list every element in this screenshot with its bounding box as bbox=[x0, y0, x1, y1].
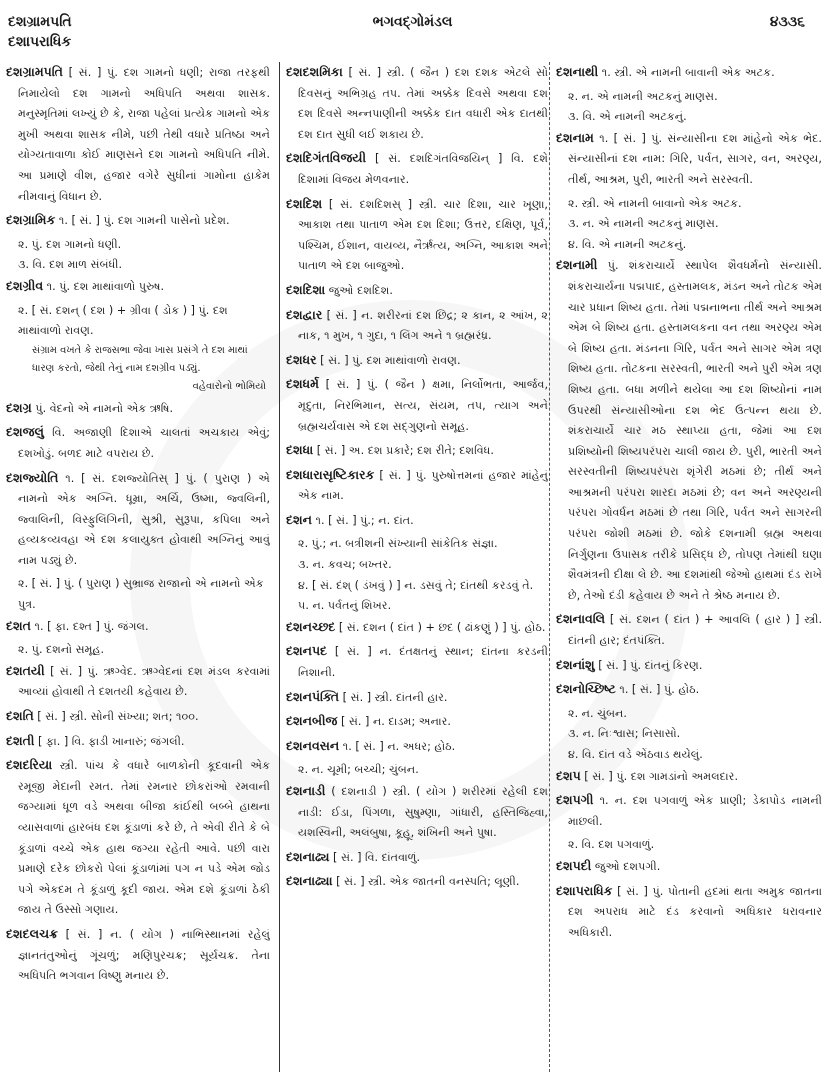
definition-text: ૧. [ ફા. દશ્ત ] પું. જંગલ. bbox=[30, 619, 149, 633]
note-source: વહેવારોનો ભોમિયો bbox=[192, 380, 266, 392]
running-title: ભગવદ્ગોમંડલ bbox=[372, 14, 453, 30]
sense-line: ૫. ન. પર્વતનું શિખર. bbox=[298, 599, 392, 613]
dictionary-entry bbox=[286, 350, 548, 372]
definition-text: [ સં. ] ન. શરીરનાં દશ છિદ્ર; ૨ કાન, ૨ આંખ, ૨ નાક, ૧ મુખ, ૧ ગુદા, ૧ લિંગ અને ૧ બ્રહ્મરંધ્ર. bbox=[298, 308, 548, 343]
dictionary-entry bbox=[6, 616, 270, 638]
headword: દશગ્ર bbox=[6, 399, 32, 415]
definition-text: ( દશનાડી ) સ્ત્રી. ( યોગ ) શરીરમાં રહેલી દશ નાડી: ઈડા, પિંગળા, સુષુમ્ણા, ગાંધારી, હસ્તિજિહ્વા, યશસ્વિની, અલંબુષા, કૂહૂ, શંખિની અને પુષા. bbox=[298, 785, 548, 840]
dictionary-entry bbox=[556, 609, 822, 651]
dictionary-entry bbox=[286, 440, 548, 462]
sense-line: ૪. [ સં. દંશ્ ( ડંખવું ) ] ન. ડસવું તે; દાંતથી કરડવું તે. bbox=[298, 578, 534, 592]
headword: દશગ્રામપતિ bbox=[6, 64, 63, 79]
headword: દશતિ bbox=[6, 708, 34, 724]
definition-text: [ સં. ] પું. પોતાની હદમાં થતા અમુક જાતના દશ અપરાધ માટે દંડ કરવાનો અધિકાર ધરાવનાર અધિકારી. bbox=[568, 884, 822, 939]
definition-text: [ સં. ] પું. ઋગ્વેદ. ઋગ્વેદનાં દશ મંડલ કરવામાં આવ્યાં હોવાથી તે દશતયી કહેવાય છે. bbox=[18, 664, 270, 699]
headword: દશધા bbox=[286, 442, 314, 458]
definition-text: [ સં. ] અ. દશ પ્રકારે; દશ રીતે; દશવિધ. bbox=[313, 444, 494, 458]
definition-text: ૧. [ સં. ] પું. દશ ગામની પાસેનો પ્રદેશ. bbox=[55, 214, 230, 228]
sense-line: ૩. ન. કવચ; બખ્તર. bbox=[298, 558, 392, 572]
headword: દશાપરાધિક bbox=[556, 882, 613, 898]
headword: દશજ્યોતિ bbox=[6, 469, 59, 485]
definition-text: [ સં. ] પું. દાંતનું કિરણ. bbox=[594, 658, 703, 672]
definition-text: જુઓ દશપગી. bbox=[591, 859, 661, 873]
sense-line: ૩. ન. નિઃશ્વાસ; નિસાસો. bbox=[568, 727, 681, 741]
dictionary-entry bbox=[6, 755, 270, 921]
headword: દશનામ bbox=[556, 129, 594, 145]
definition-text: પું. વેદનો એ નામનો એક ઋષિ. bbox=[31, 401, 174, 415]
headword: દશન bbox=[286, 511, 312, 527]
column-left bbox=[6, 62, 270, 1072]
dictionary-entry bbox=[286, 641, 548, 683]
definition-text: ૧. [ સં. દશજ્યોતિસ્ ] પું. ( પુરાણ ) એ નામનો એક અગ્નિ. ધૂમ્રા, અર્ચિ, ઉષ્મા, જ્વલિની, જ્વાલિની, વિસ્ફુલિંગિની, સુશ્રી, સુરૂપા, કપિલા અને હવ્યકવ્યવહા એ દશ કલાયુક્ત હોવાથી અગ્નિનું આવું નામ પડ્યું છે. bbox=[18, 471, 270, 567]
headword: દશગ્રીવ bbox=[6, 277, 44, 293]
definition-text: ૧. [ સં. ] પું. હોઠ. bbox=[615, 683, 700, 697]
dictionary-entry bbox=[556, 679, 822, 701]
headword: દશનબીજ bbox=[286, 713, 338, 729]
dictionary-entry bbox=[556, 766, 822, 788]
definition-text: [ સં. ] ન. ( યોગ ) નાભિસ્થાનમાં રહેલું જ્ઞાનતંતુઓનું ગૂંચળું; મણિપુરચક્ર; સૂર્યચક્ર. તેના અધિપતિ ભગવાન વિષ્ણુ મનાય છે. bbox=[18, 927, 270, 983]
dictionary-entry bbox=[286, 280, 548, 302]
definition-text: સ્ત્રી. પાંચ કે વધારે બાળકોની કૂદવાની એક રમૂજી મેદાની રમત. તેમાં રમનાર છોકરાંઓ રમવાની જગ્યામાં ધૂળ વડે અથવા બીજા કાંઈથી બબ્બે હાથના વ્યાસવાળાં હારબંધ દશ કૂંડાળાં કરે છે, તે એવી રીતે કે બે કૂંડાળાં વચ્ચે એક હાથ જગ્યા રહેતી આવે. પછી વારા પ્રમાણે દરેક છોકરો પેલાં કૂંડાળાંમાં પગ ન પડે એમ જોડ પગે એકદમ તે કૂંડાળું કૂદી જાય. એમ દશે કૂંડાળાં ઠેકી જાય તે ઉસ્સો ગણાય. bbox=[18, 759, 270, 917]
dictionary-entry bbox=[556, 128, 822, 191]
dictionary-entry bbox=[286, 510, 548, 532]
sense-line: ૩. વિ. એ નામની અટકનું. bbox=[568, 110, 687, 124]
headword: દશપગી bbox=[556, 792, 594, 808]
headword: દશનાથી bbox=[556, 64, 599, 79]
definition-text: [ સં. ] સ્ત્રી. દાંતની હાર. bbox=[339, 690, 448, 704]
headword: દશનાંશુ bbox=[556, 656, 595, 672]
headword: દશગ્રામિક bbox=[6, 212, 56, 228]
definition-text: ૧. ન. દશ પગવાળું એક પ્રાણી; ડેકાપોડ નામની માછલી. bbox=[568, 794, 822, 828]
headword: દશનપદ bbox=[286, 643, 328, 659]
headword: દશદિગંતવિજયી bbox=[286, 150, 367, 166]
definition-text: [ સં. ] પું. ( જૈન ) ક્ષમા, નિર્લોભતા, આર્જવ, મૃદુતા, નિરભિમાન, સત્ય, સંયમ, તપ, ત્યાગ અને બ્રહ્મચર્યવાસ એ દશ સદ્ગુણનો સમૂહ. bbox=[298, 378, 548, 433]
headword: દશતયી bbox=[6, 662, 45, 678]
dictionary-entry bbox=[286, 305, 548, 347]
definition-text: [ સં. ] વિ. દાંતવાળું. bbox=[329, 850, 421, 864]
definition-text: વિ. અજાણી દિશાએ ચાલતાં અચકાય એવું; દશખોડું. બળદ માટે વપરાય છે. bbox=[18, 426, 270, 460]
sense-line: ૨. પું. દશ ગામનો ધણી. bbox=[18, 237, 122, 251]
dictionary-entry bbox=[286, 617, 548, 639]
headword: દશદશમિકા bbox=[286, 64, 343, 79]
dictionary-entry bbox=[286, 194, 548, 277]
dictionary-entry bbox=[6, 422, 270, 464]
headword: દશનાવલિ bbox=[556, 611, 606, 627]
headword: દશતી bbox=[6, 732, 35, 748]
dictionary-entry bbox=[556, 856, 822, 878]
definition-text: [ સં. દશદિશસ્ ] સ્ત્રી. ચાર દિશા, ચાર ખૂણા, આકાશ તથા પાતાળ એમ દશ દિશા; ઉત્તર, દક્ષિણ, પૂર્વ, પશ્ચિમ, ઈશાન, વાયવ્ય, નૈર્ઋત્ય, અગ્નિ, આકાશ અને પાતાળ એ દશ બાજુઓ. bbox=[298, 197, 548, 273]
dictionary-entry bbox=[556, 881, 822, 944]
headword: દશત bbox=[6, 617, 31, 633]
definition-text: [ સં. ] પું. દશ માથાંવાળો રાવણ. bbox=[316, 353, 461, 367]
definition-text: ૧. પું. દશ માથાંવાળો પુરુષ. bbox=[43, 279, 165, 293]
sense-line: ૨. વિ. દશ પગવાળું. bbox=[568, 838, 655, 852]
headword: દશનાઢ્ય bbox=[286, 848, 330, 864]
headword: દશદિશ bbox=[286, 195, 323, 211]
headword: દશજલું bbox=[6, 424, 44, 440]
definition-text: [ ફા. ] વિ. ફાડી ખાનારું; જંગલી. bbox=[34, 734, 185, 748]
dictionary-entry bbox=[286, 687, 548, 709]
sense-line: ૨. પું. દશનો સમૂહ. bbox=[18, 643, 105, 657]
sense-line: ૪. વિ. દાંત વડે એંઠવાડ થયેલું. bbox=[568, 748, 703, 761]
headword: દશનામી bbox=[556, 257, 598, 273]
headword: દશનચ્છદ bbox=[286, 618, 336, 634]
dictionary-entry bbox=[6, 276, 270, 298]
headword: દશદલચક્ર bbox=[6, 925, 58, 941]
headword: દશનોચ્છિષ્ટ bbox=[556, 681, 616, 697]
sense-line: ૨. પું.; ન. બત્રીશની સંખ્યાની સાંકેતિક સંજ્ઞા. bbox=[298, 537, 498, 551]
note-text: સંગ્રામ વખતે કે રાજસભા જેવા ખાસ પ્રસંગે તે દશ માથાં ધારણ કરતો, જેથી તેનું નામ દશગ્રીવ પડ્યું. bbox=[32, 344, 248, 374]
dictionary-entry bbox=[286, 781, 548, 844]
dictionary-entry bbox=[6, 210, 270, 232]
usage-note bbox=[6, 342, 270, 396]
sense-line: ૨. [ સં. દશન્ ( દશ ) + ગ્રીવા ( ડોક ) ] પું. દશ માથાંવાળો રાવણ. bbox=[18, 303, 228, 338]
dictionary-entry bbox=[286, 847, 548, 869]
dictionary-entry bbox=[556, 62, 822, 84]
headword: દશપ bbox=[556, 767, 581, 783]
definition-text: [ સં. ] પું. દશ ગામડાંનો અમલદાર. bbox=[580, 769, 739, 783]
dictionary-entry bbox=[556, 790, 822, 832]
dictionary-entry bbox=[6, 62, 270, 207]
dictionary-entry bbox=[6, 398, 270, 420]
page-number: ૪૩૩૬ bbox=[769, 14, 805, 30]
headword: દશધર્મ bbox=[286, 376, 319, 392]
sense-line: ૨. ન. એ નામની અટકનું માણસ. bbox=[568, 89, 718, 103]
sense-line: ૩. ન. એ નામની અટકનું માણસ. bbox=[568, 217, 719, 231]
definition-text: જુઓ દશદિશ. bbox=[325, 283, 393, 297]
dictionary-entry bbox=[6, 468, 270, 572]
definition-text: ૧. [ સં. ] ન. અધર; હોઠ. bbox=[339, 739, 456, 753]
dictionary-columns bbox=[6, 62, 821, 1072]
column-right bbox=[549, 62, 822, 1072]
sense-line: ૨. સ્ત્રી. એ નામની બાવાનો એક અટક. bbox=[568, 196, 742, 210]
sense-line: ૪. વિ. એ નામની અટકનું. bbox=[568, 237, 687, 251]
definition-text: [ સં. દશદિગંતવિજયિન્ ] વિ. દશે દિશામાં વિજય મેળવનાર. bbox=[298, 152, 548, 186]
dictionary-entry bbox=[286, 711, 548, 733]
dictionary-entry bbox=[286, 148, 548, 190]
guide-word-first: દશગ્રામપતિ bbox=[8, 14, 72, 30]
definition-text: ૧. [ સં. ] પું.; ન. દાંત. bbox=[311, 513, 414, 527]
headword: દશનાડી bbox=[286, 783, 326, 798]
headword: દશનપંક્તિ bbox=[286, 688, 340, 704]
dictionary-entry bbox=[286, 62, 548, 145]
definition-text: [ સં. ] સ્ત્રી. એક જાતની વનસ્પતિ; લૂણી. bbox=[332, 875, 520, 889]
definition-text: ૧. સ્ત્રી. એ નામની બાવાની એક અટક. bbox=[598, 66, 775, 79]
sense-line: ૨. ન. ચૂમી; બચ્ચી; ચુંબન. bbox=[298, 763, 419, 777]
definition-text: [ સં. ] ન. દંતક્ષતનું સ્થાન; દાંતના કરડની નિશાની. bbox=[298, 645, 548, 680]
definition-text: [ સં. દશન ( દાંત ) + છદ ( ઢાંકણું ) ] પું. હોઠ. bbox=[335, 620, 546, 634]
dictionary-entry bbox=[286, 871, 548, 893]
sense-line: ૨. ન. ચુંબન. bbox=[568, 706, 627, 720]
column-middle bbox=[279, 62, 548, 1072]
definition-text: પું. શંકરાચાર્યે સ્થાપેલ શૈવધર્મનો સંન્યાસી. શંકરાચાર્યના પદ્મપાદ, હસ્તામલક, મંડન અને તોટક એમ ચાર પ્રધાન શિષ્ય હતા. તેમાં પદ્મનાભના તીર્થ અને આશ્રમ એમ બે શિષ્ય હતા. હસ્તામલકના વન તથા અરણ્ય એમ બે શિષ્ય હતા. મંડનના ગિરિ, પર્વત અને સાગર એમ ત્રણ શિષ્ય હતા. તોટકના સરસ્વતી, ભારતી અને પુરી એમ ત્રણ શિષ્ય હતા. બધા મળીને થયેલા આ દશ શિષ્યોનાં નામ ઉપરથી સંન્યાસીઓના દશ ભેદ ઉત્પન્ન થયા છે. શંકરાચાર્યે ચાર મઠ સ્થાપ્યા હતા, જેમાં આ દશ પ્રશિષ્યોની શિષ્યપરંપરા ચાલી જાય છે. પુરી, ભારતી અને સરસ્વતીની શિષ્યપરંપરા શૃંગેરી મઠમાં છે; તીર્થ અને આશ્રમની પરંપરા શારદા મઠમાં છે; વન અને અરણ્યની પરંપરા ગોવર્ધન મઠમાં છે તથા ગિરિ, પર્વત અને સાગરની પરંપરા જોશી મઠમાં છે. જોકે દશનામી બ્રહ્મ અથવા નિર્ગુણના ઉપાસક તરીકે પ્રસિદ્ધ છે, તોપણ તેમાંથી ઘણા શૈવમંત્રની દીક્ષા લે છે. આ દશમાંથી જેઓ હાથમાં દંડ રાખે છે, તેઓ દંડી કહેવાય છે અને તે શ્રેષ્ઠ મનાય છે. bbox=[568, 259, 822, 602]
page-header bbox=[0, 0, 825, 60]
dictionary-entry bbox=[286, 465, 548, 507]
headword: દશપદી bbox=[556, 857, 592, 873]
definition-text: [ સં. ] ન. દાડમ; અનાર. bbox=[337, 715, 451, 729]
sense-line: ૩. વિ. દશ માળ સંબંધી. bbox=[18, 258, 123, 272]
dictionary-entry bbox=[556, 655, 822, 677]
definition-text: [ સં. ] પું. પુરુષોત્તમનાં હજાર માંહેનું એક નામ. bbox=[298, 468, 548, 503]
headword: દશદિશા bbox=[286, 281, 326, 297]
dictionary-entry bbox=[6, 661, 270, 703]
definition-text: [ સં. ] સ્ત્રી. સોની સંખ્યા; શત; ૧૦૦. bbox=[33, 710, 199, 724]
sense-line: ૨. [ સં. ] પું. ( પુરાણ ) સુભ્રાજ રાજાનો એ નામનો એક પુત્ર. bbox=[18, 577, 264, 612]
dictionary-entry bbox=[6, 731, 270, 753]
dictionary-entry bbox=[286, 374, 548, 437]
headword: દશધર bbox=[286, 351, 317, 367]
dictionary-entry bbox=[6, 706, 270, 728]
dictionary-entry bbox=[556, 255, 822, 606]
headword: દશદ્વાર bbox=[286, 306, 323, 322]
headword: દશનવસન bbox=[286, 737, 340, 753]
definition-text: ૧. [ સં. ] પું. સંન્યાસીના દશ માંહેનો એક ભેદ. સંન્યાસીનાં દશ નામ: ગિરિ, પર્વત, સાગર, વન, અરણ્ય, તીર્થ, આશ્રમ, પુરી, ભારતી અને સરસ્વતી. bbox=[568, 131, 822, 186]
definition-text: [ સં. દશન ( દાંત ) + આવલિ ( હાર ) ] સ્ત્રી. દાંતની હાર; દંતપંક્તિ. bbox=[568, 613, 822, 648]
dictionary-entry bbox=[286, 736, 548, 758]
definition-text: [ સં. ] પું. દશ ગામનો ધણી; રાજા તરફથી નિમાયેલો દશ ગામનો અધિપતિ અથવા શાસક. મનુસ્મૃતિમાં લખ્યું છે કે, રાજા પહેલાં પ્રત્યેક ગામનો એક મુખી અથવા શાસક નીમે, પછી તેથી વધારે પ્રતિષ્ઠા અને યોગ્યતાવાળા કોઈ માણસને દશ ગામનો અધિપતિ નીમે. આ પ્રમાણે વીશ, હજાર વગેરે સુધીનાં ગામોના હાકેમ નીમવાનું વિધાન છે. bbox=[18, 66, 270, 203]
headword: દશનાઢ્યા bbox=[286, 873, 333, 889]
headword: દશધારાસૃષ્ટિકારક bbox=[286, 466, 375, 482]
dictionary-entry bbox=[6, 924, 270, 987]
guide-word-last: દશાપરાધિક bbox=[8, 34, 72, 50]
definition-text: [ સં. ] સ્ત્રી. ( જૈન ) દશ દશક એટલે સો દિવસનું અભિગ્રહ તપ. તેમાં અક્કેક દિવસે અથવા દશ દશ દિવસે અન્નપાણીની અક્કેક દાત વધારી એક દાતથી દશ દાત સુધી લઈ શકાય છે. bbox=[298, 66, 548, 141]
headword: દશદરિયા bbox=[6, 757, 53, 773]
